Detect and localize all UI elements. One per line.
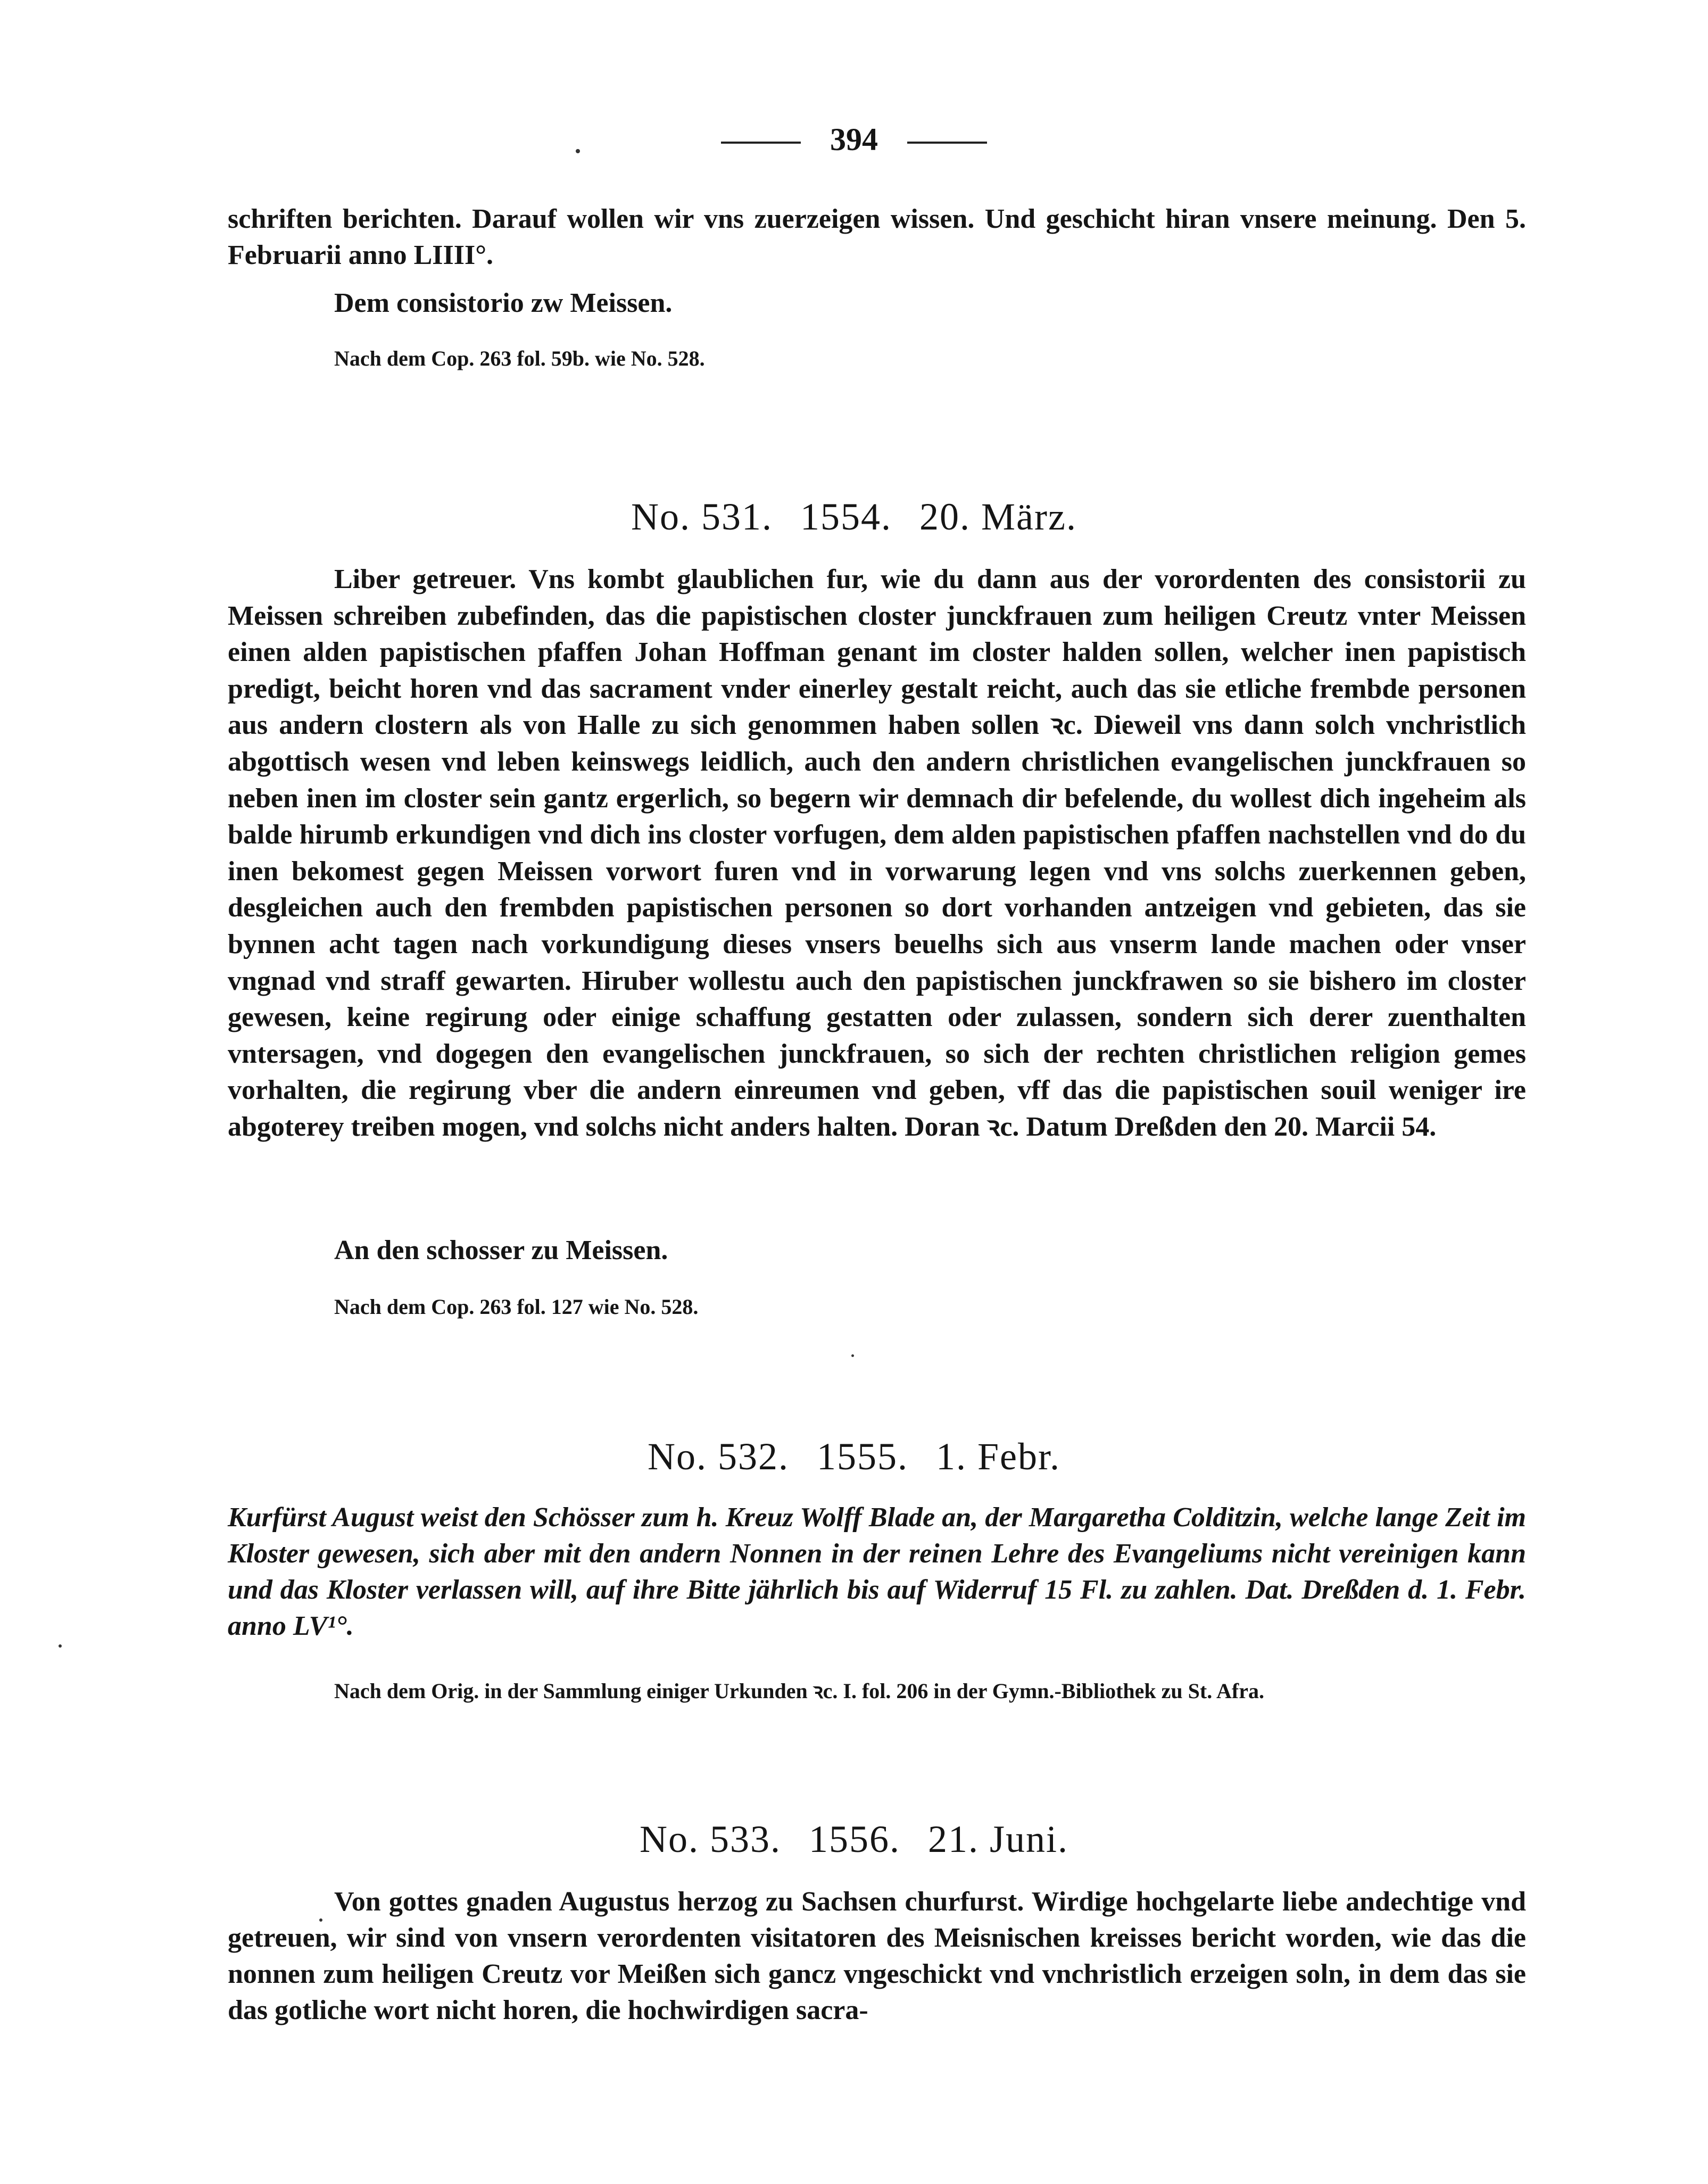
page-number: 394 (830, 122, 878, 157)
header-dash-left (721, 142, 801, 144)
source-note-531: Nach dem Cop. 263 fol. 127 wie No. 528. (334, 1295, 699, 1319)
doc-heading-531 (0, 495, 1708, 539)
source-note-532: Nach dem Orig. in der Sammlung einiger Urkunden ꝛc. I. fol. 206 in der Gymn.-Bibliothek zu St. Afra. (334, 1679, 1264, 1703)
scan-speck (851, 1354, 854, 1357)
page-header (0, 121, 1708, 158)
doc-date: 20. März. (919, 495, 1077, 538)
doc-summary-532: Kurfürst August weist den Schösser zum h. Kreuz Wolff Blade an, der Margaretha Colditzin, welche lange Zeit im Kloster gewesen, sich aber mit den andern Nonnen in der reinen Lehre des Evangeliums nicht vereinigen kann und das Kloster verlassen will, auf ihre Bitte jährlich bis auf Widerruf 15 Fl. zu zahlen. Dat. Dreßden d. 1. Febr. anno LV¹°. (228, 1502, 1526, 1641)
doc-year: 1555. (816, 1435, 908, 1478)
doc-year: 1554. (800, 495, 892, 538)
scan-speck (319, 1918, 322, 1922)
scan-speck (59, 1644, 62, 1648)
header-dash-right (907, 142, 987, 144)
doc-heading-532 (0, 1435, 1708, 1479)
source-note-530: Nach dem Cop. 263 fol. 59b. wie No. 528. (334, 346, 705, 370)
doc-date: 21. Juni. (927, 1818, 1069, 1860)
doc-number: No. 532. (647, 1435, 789, 1478)
scan-speck (576, 149, 580, 153)
doc-year: 1556. (808, 1818, 900, 1860)
doc-body-531: Liber getreuer. Vns kombt glaublichen fur, wie du dann aus der vorordenten des consistorii zu Meissen schreiben zubefinden, das die papistischen closter junckfrauen zum heiligen Creutz vnter Meissen einen alden papistischen pfaffen Johan Hoffman genant im closter halden sollen, welcher inen papistisch predigt, beicht horen vnd das sacrament vnder einerley gestalt reicht, auch das sie etliche frembde personen aus andern clostern als von Halle zu sich genommen haben sollen ꝛc. Dieweil vns dann solch vnchristlich abgottisch wesen vnd leben keinswegs leidlich, auch den andern christlichen evangelischen junckfrauen so neben inen im closter sein gantz ergerlich, so begern wir demnach dir befelende, du wollest dich ingeheim als balde hirumb erkundigen vnd dich ins closter vorfugen, dem alden papistischen pfaffen nachstellen vnd do du inen bekomest gegen Meissen vorwort furen vnd in vorwarung legen vnd vns solchs zuerkennen geben, desgleichen auch den frembden papistischen personen so dort vorhanden antzeigen vnd gebieten, das sie bynnen acht tagen nach vorkundigung dieses vnsers beuelhs sich aus vnserm lande machen oder vnser vngnad vnd straff gewarten. Hiruber wollestu auch den papistischen junckfrawen so sie bishero im closter gewesen, keine regirung oder einige schaffung gestatten oder zulassen, sondern sich derer zuenthalten vntersagen, vnd dogegen den evangelischen junckfrauen, so sich der rechten christlichen religion gemes vorhalten, die regirung vber die andern einreumen vnd geben, vff das die papistischen souil weniger ire abgoterey treiben mogen, vnd solchs nicht anders halten. Doran ꝛc. Datum Dreßden den 20. Marcii 54. (228, 564, 1526, 1142)
doc-heading-533 (0, 1817, 1708, 1862)
addressee-531: An den schosser zu Meissen. (334, 1235, 668, 1265)
continued-text: schriften berichten. Darauf wollen wir vns zuerzeigen wissen. Und geschicht hiran vnsere meinung. Den 5. Februarii anno LIIII°. (228, 204, 1526, 270)
doc-number: No. 531. (631, 495, 773, 538)
doc-number: No. 533. (639, 1818, 781, 1860)
doc-body-533: Von gottes gnaden Augustus herzog zu Sachsen churfurst. Wirdige hochgelarte liebe andechtige vnd getreuen, wir sind von vnsern verordenten visitatoren des Meisnischen kreisses bericht worden, wie das die nonnen zum heiligen Creutz vor Meißen sich gancz vngeschickt vnd vnchristlich erzeigen soln, in dem das sie das gotliche wort nicht horen, die hochwirdigen sacra- (228, 1887, 1526, 2025)
doc-date: 1. Febr. (935, 1435, 1060, 1478)
addressee-530: Dem consistorio zw Meissen. (334, 288, 673, 318)
